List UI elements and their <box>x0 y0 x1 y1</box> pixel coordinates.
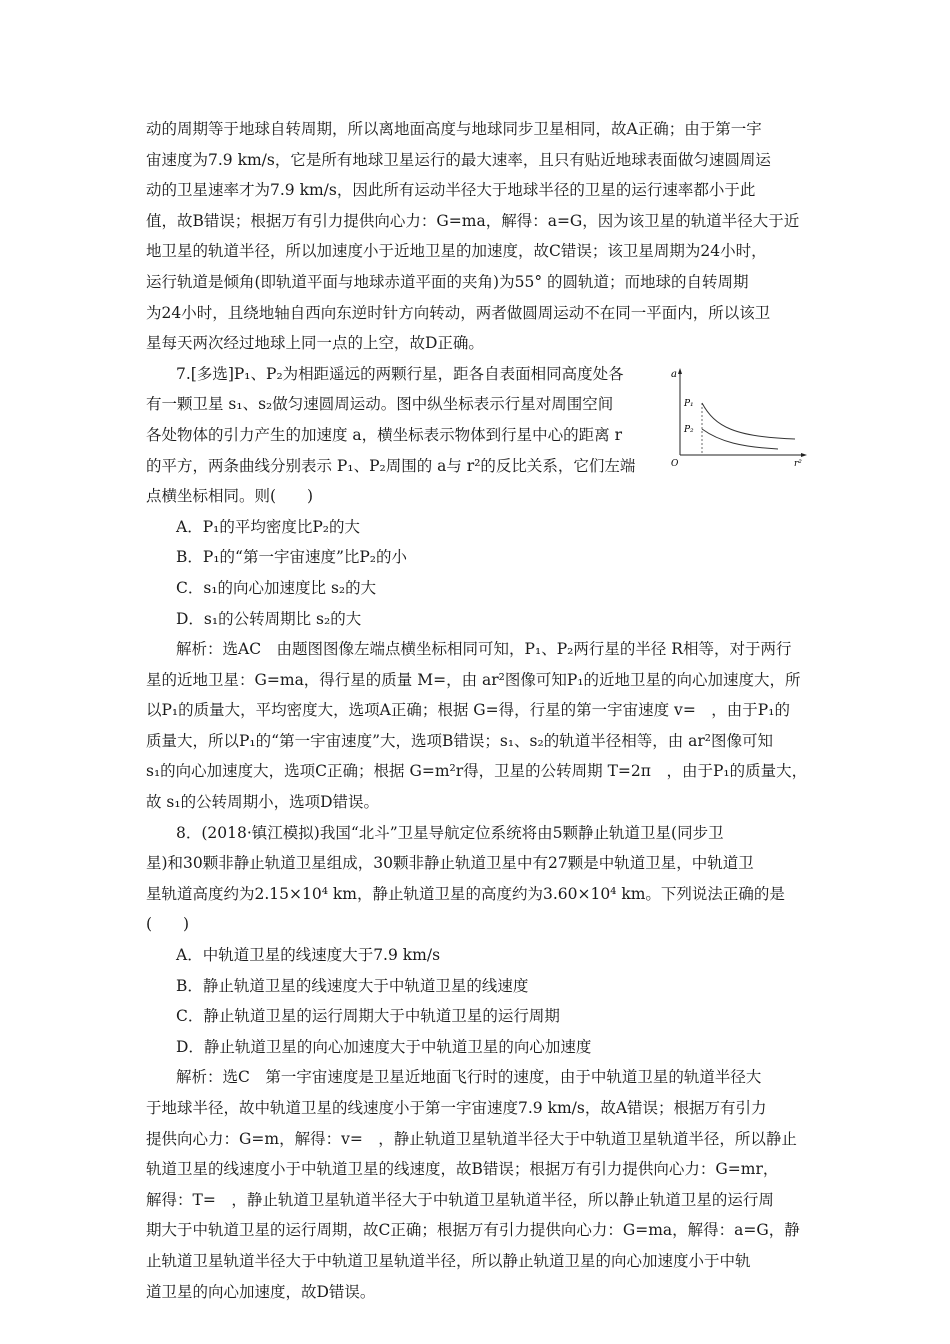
y-axis-label: a <box>671 368 677 380</box>
text-line: 于地球半径，故中轨道卫星的线速度小于第一宇宙速度7.9 km/s，故A错误；根据万有引力 <box>146 1099 767 1117</box>
text-line: 止轨道卫星轨道半径大于中轨道卫星轨道半径，所以静止轨道卫星的向心加速度小于中轨 <box>146 1251 751 1270</box>
text-line: 以P₁的质量大，平均密度大，选项A正确；根据 G=得，行星的第一宇宙速度 v= ，由于P₁的 <box>146 701 790 720</box>
text-line: 运行轨道是倾角(即轨道平面与地球赤道平面的夹角)为55° 的圆轨道；而地球的自转周期 <box>146 272 749 291</box>
text-line: 宙速度为7.9 km/s，它是所有地球卫星运行的最大速率，且只有贴近地球表面做匀速圆周运 <box>146 150 771 169</box>
text-line: 值，故B错误；根据万有引力提供向心力：G=ma，解得：a=G，因为该卫星的轨道半径大于近 <box>146 211 800 230</box>
origin-label: O <box>671 458 679 467</box>
text-line: 各处物体的引力产生的加速度 a，横坐标表示物体到行星中心的距离 r <box>146 425 623 444</box>
text-line: 的平方，两条曲线分别表示 P₁、P₂周围的 a与 r²的反比关系，它们左端 <box>146 456 636 475</box>
x-axis-label: r² <box>794 458 802 467</box>
y-axis-arrow <box>678 368 682 374</box>
option-d: D．s₁的公转周期比 s₂的大 <box>176 609 362 628</box>
intro-paragraph <box>146 114 810 359</box>
text-line: 质量大，所以P₁的“第一宇宙速度”大，选项B错误；s₁、s₂的轨道半径相等，由 ar²图像可知 <box>146 731 774 750</box>
question-8-options <box>146 940 810 1062</box>
text-line: 提供向心力：G=m，解得：v= ，静止轨道卫星轨道半径大于中轨道卫星轨道半径，所以静止 <box>146 1129 797 1148</box>
curve-p2-label: P₂ <box>684 424 694 435</box>
acceleration-graph <box>670 365 810 467</box>
text-line: 点横坐标相同。则( ) <box>146 487 314 506</box>
option-a: A．中轨道卫星的线速度大于7.9 km/s <box>176 946 441 965</box>
text-line: 星轨道高度约为2.15×10⁴ km，静止轨道卫星的高度约为3.60×10⁴ km。下列说法正确的是 <box>146 884 785 903</box>
question-8-stem <box>146 818 810 940</box>
text-line: 星每天两次经过地球上同一点的上空，故D正确。 <box>146 334 484 353</box>
document-page <box>146 114 810 1307</box>
text-line: 道卫星的向心加速度，故D错误。 <box>146 1282 376 1301</box>
question-7 <box>146 359 810 818</box>
text-line: 地卫星的轨道半径，所以加速度小于近地卫星的加速度，故C错误；该卫星周期为24小时， <box>146 242 767 261</box>
text-line: 星)和30颗非静止轨道卫星组成，30颗非静止轨道卫星中有27颗是中轨道卫星，中轨道卫 <box>146 854 754 873</box>
question-7-options <box>146 512 810 634</box>
question-8 <box>146 818 810 1308</box>
text-line: 动的周期等于地球自转周期，所以离地面高度与地球同步卫星相同，故A正确；由于第一宇 <box>146 120 762 138</box>
text-line: 解析：选AC 由题图图像左端点横坐标相同可知，P₁、P₂两行星的半径 R相等，对于两行 <box>176 640 792 659</box>
text-line: 故 s₁的公转周期小，选项D错误。 <box>146 793 380 812</box>
option-b: B．P₁的“第一宇宙速度”比P₂的小 <box>176 548 408 567</box>
text-line: 期大于中轨道卫星的运行周期，故C正确；根据万有引力提供向心力：G=ma，解得：a=G，静 <box>146 1221 800 1240</box>
text-line: ( ) <box>146 915 190 934</box>
curve-p1-label: P₁ <box>684 398 694 409</box>
option-c: C．s₁的向心加速度比 s₂的大 <box>176 578 377 597</box>
curve-p1 <box>702 403 795 439</box>
text-line: 为24小时，且绕地轴自西向东逆时针方向转动，两者做圆周运动不在同一平面内，所以该卫 <box>146 303 771 322</box>
text-line: 星的近地卫星：G=ma，得行星的质量 M=，由 ar²图像可知P₁的近地卫星的向心加速度大，所 <box>146 670 801 689</box>
x-axis-arrow <box>801 453 807 457</box>
text-line: 有一颗卫星 s₁、s₂做匀速圆周运动。图中纵坐标表示行星对周围空间 <box>146 395 614 414</box>
question-8-analysis <box>146 1062 810 1307</box>
text-line: 解析：选C 第一宇宙速度是卫星近地面飞行时的速度，由于中轨道卫星的轨道半径大 <box>176 1068 762 1087</box>
text-line: 7.[多选]P₁、P₂为相距遥远的两颗行星，距各自表面相同高度处各 <box>176 364 624 383</box>
text-line: 动的卫星速率才为7.9 km/s，因此所有运动半径大于地球半径的卫星的运行速率都小于此 <box>146 181 756 200</box>
text-line: 8．(2018·镇江模拟)我国“北斗”卫星导航定位系统将由5颗静止轨道卫星(同步卫 <box>176 823 724 842</box>
text-line: s₁的向心加速度大，选项C正确；根据 G=m²r得，卫星的公转周期 T=2π ，由于P₁的质量大， <box>146 762 808 781</box>
question-7-stem <box>146 359 666 512</box>
text-line: 轨道卫星的线速度小于中轨道卫星的线速度，故B错误；根据万有引力提供向心力：G=mr， <box>146 1160 779 1179</box>
question-7-analysis <box>146 634 810 818</box>
option-b: B．静止轨道卫星的线速度大于中轨道卫星的线速度 <box>176 976 529 995</box>
text-line: 解得：T= ，静止轨道卫星轨道半径大于中轨道卫星轨道半径，所以静止轨道卫星的运行周 <box>146 1190 774 1209</box>
option-a: A．P₁的平均密度比P₂的大 <box>176 517 360 536</box>
option-d: D．静止轨道卫星的向心加速度大于中轨道卫星的向心加速度 <box>176 1037 592 1056</box>
option-c: C．静止轨道卫星的运行周期大于中轨道卫星的运行周期 <box>176 1007 560 1026</box>
